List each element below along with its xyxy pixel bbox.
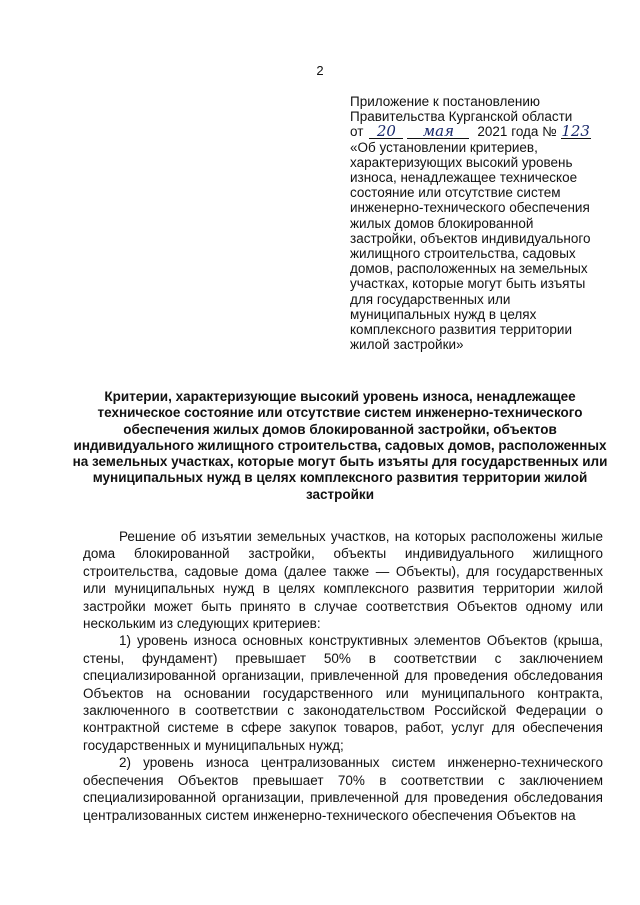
appendix-block xyxy=(350,94,620,352)
appendix-ref-line: «Об установлении критериев, xyxy=(350,139,538,155)
page-number: 2 xyxy=(316,63,324,78)
date-month-handwritten: мая xyxy=(407,124,469,139)
paragraph-criterion-1: 1) уровень износа основных конструктивных элементов Объектов (крыша, стены, фундамент) превышает 50% в соответствии с заключением специализированной организации, привлеченной для проведения обследования Объектов на основании государственного или муниципального контракта, заключенного в соответствии с законодательством Российской Федерации о контрактной системе в сфере закупок товаров, работ, услуг для обеспечения государственных и муниципальных нужд; xyxy=(83,633,603,753)
appendix-ref-line: характеризующих высокий уровень xyxy=(350,154,573,170)
paragraph-intro: Решение об изъятии земельных участков, на которых расположены жилые дома блокированной застройки, объекты индивидуального жилищного строительства, садовые дома (далее также — Объекты), для государственных или муниципальных нужд в целях комплексного развития территории жилой застройки может быть принято в случае соответствия Объектов одному или нескольким из следующих критериев: xyxy=(83,529,603,632)
appendix-ref-line: застройки, объектов индивидуального xyxy=(350,230,591,246)
document-body xyxy=(83,528,603,824)
appendix-ref-line: износа, ненадлежащее техническое xyxy=(350,170,578,186)
date-prefix: от xyxy=(350,124,364,140)
appendix-ref-line: жилищного строительства, садовых xyxy=(350,246,576,262)
appendix-ref-line: состояние или отсутствие систем xyxy=(350,185,561,201)
appendix-ref-line: комплексного развития территории xyxy=(350,322,572,338)
appendix-ref-line: домов, расположенных на земельных xyxy=(350,261,588,277)
date-day-handwritten: 20 xyxy=(369,124,403,139)
date-year: 2021 года № xyxy=(477,124,557,140)
appendix-ref-line: участках, которые могут быть изъяты xyxy=(350,276,586,292)
appendix-date-line xyxy=(350,124,620,139)
appendix-line-1: Приложение к постановлению xyxy=(350,94,541,109)
document-title: Критерии, характеризующие высокий уровень износа, ненадлежащее техническое состояние или отсутствие систем инженерно-технического обеспечения жилых домов блокированной застройки, объектов индивидуального жилищного строительства, садовых домов, расположенных на земельных участках, которые могут быть изъяты для государственных или муниципальных нужд в целях комплексного развития территории жилой застройки xyxy=(72,389,608,502)
appendix-ref-line: жилой застройки» xyxy=(350,337,464,353)
paragraph-criterion-2: 2) уровень износа централизованных систем инженерно-технического обеспечения Объектов превышает 70% в соответствии с заключением специализированной организации, привлеченной для проведения обследования централизованных систем инженерно-технического обеспечения Объектов на xyxy=(83,755,603,823)
appendix-ref-line: инженерно-технического обеспечения xyxy=(350,200,590,216)
appendix-ref-line: жилых домов блокированной xyxy=(350,215,534,231)
appendix-ref-line: муниципальных нужд в целях xyxy=(350,306,537,322)
resolution-number-handwritten: 123 xyxy=(561,122,590,141)
appendix-line-2: Правительства Курганской области xyxy=(350,109,573,125)
appendix-ref-line: для государственных или xyxy=(350,291,511,307)
